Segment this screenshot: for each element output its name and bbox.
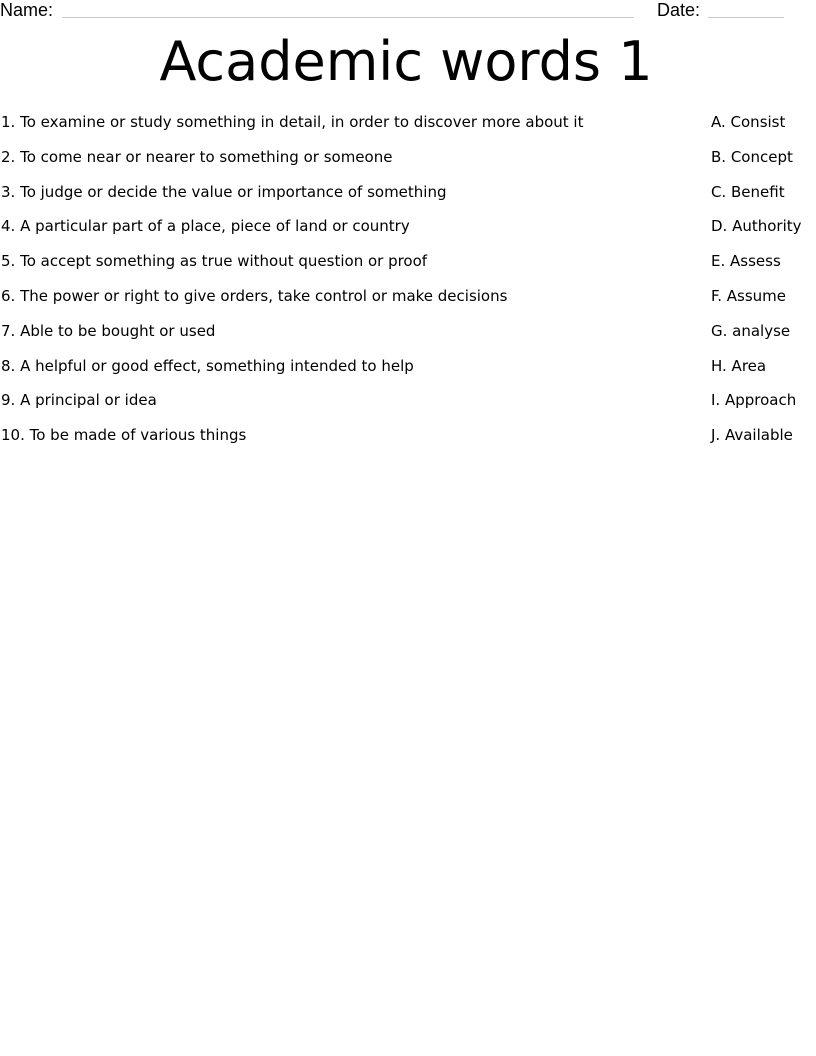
clue-text: 10. To be made of various things: [1, 426, 247, 445]
name-label: Name:: [0, 0, 54, 20]
clue-text: 5. To accept something as true without question or proof: [1, 252, 428, 271]
matching-row: [0, 214, 816, 249]
name-blank-line: [62, 17, 634, 18]
answer-option: G. analyse: [711, 321, 791, 340]
answer-option: E. Assess: [711, 252, 781, 271]
answer-option: D. Authority: [711, 217, 802, 236]
date-label: Date:: [657, 0, 701, 20]
matching-row: [0, 354, 816, 389]
name-date-header: [0, 0, 816, 24]
answer-option: B. Concept: [711, 147, 793, 166]
clue-text: 4. A particular part of a place, piece of land or country: [1, 217, 410, 236]
worksheet-title: Academic words 1: [159, 30, 653, 93]
matching-row: [0, 319, 816, 354]
clue-text: 2. To come near or nearer to something or someone: [1, 147, 393, 166]
answer-option: J. Available: [711, 426, 793, 445]
clue-text: 3. To judge or decide the value or importance of something: [1, 182, 447, 201]
clue-text: 8. A helpful or good effect, something intended to help: [1, 356, 414, 375]
matching-row: [0, 180, 816, 215]
answer-option: I. Approach: [711, 391, 797, 410]
clue-text: 7. Able to be bought or used: [1, 321, 216, 340]
matching-list: [0, 110, 816, 458]
answer-option: C. Benefit: [711, 182, 785, 201]
answer-option: H. Area: [711, 356, 767, 375]
matching-row: [0, 110, 816, 145]
answer-option: A. Consist: [711, 113, 786, 131]
date-blank-line: [708, 17, 784, 18]
matching-row: [0, 388, 816, 423]
matching-row: [0, 249, 816, 284]
matching-row: [0, 145, 816, 180]
clue-text: 6. The power or right to give orders, take control or make decisions: [1, 286, 508, 305]
answer-option: F. Assume: [711, 286, 786, 305]
clue-text: 1. To examine or study something in detail, in order to discover more about it: [1, 113, 584, 131]
matching-row: [0, 423, 816, 458]
matching-row: [0, 284, 816, 319]
clue-text: 9. A principal or idea: [1, 391, 157, 410]
